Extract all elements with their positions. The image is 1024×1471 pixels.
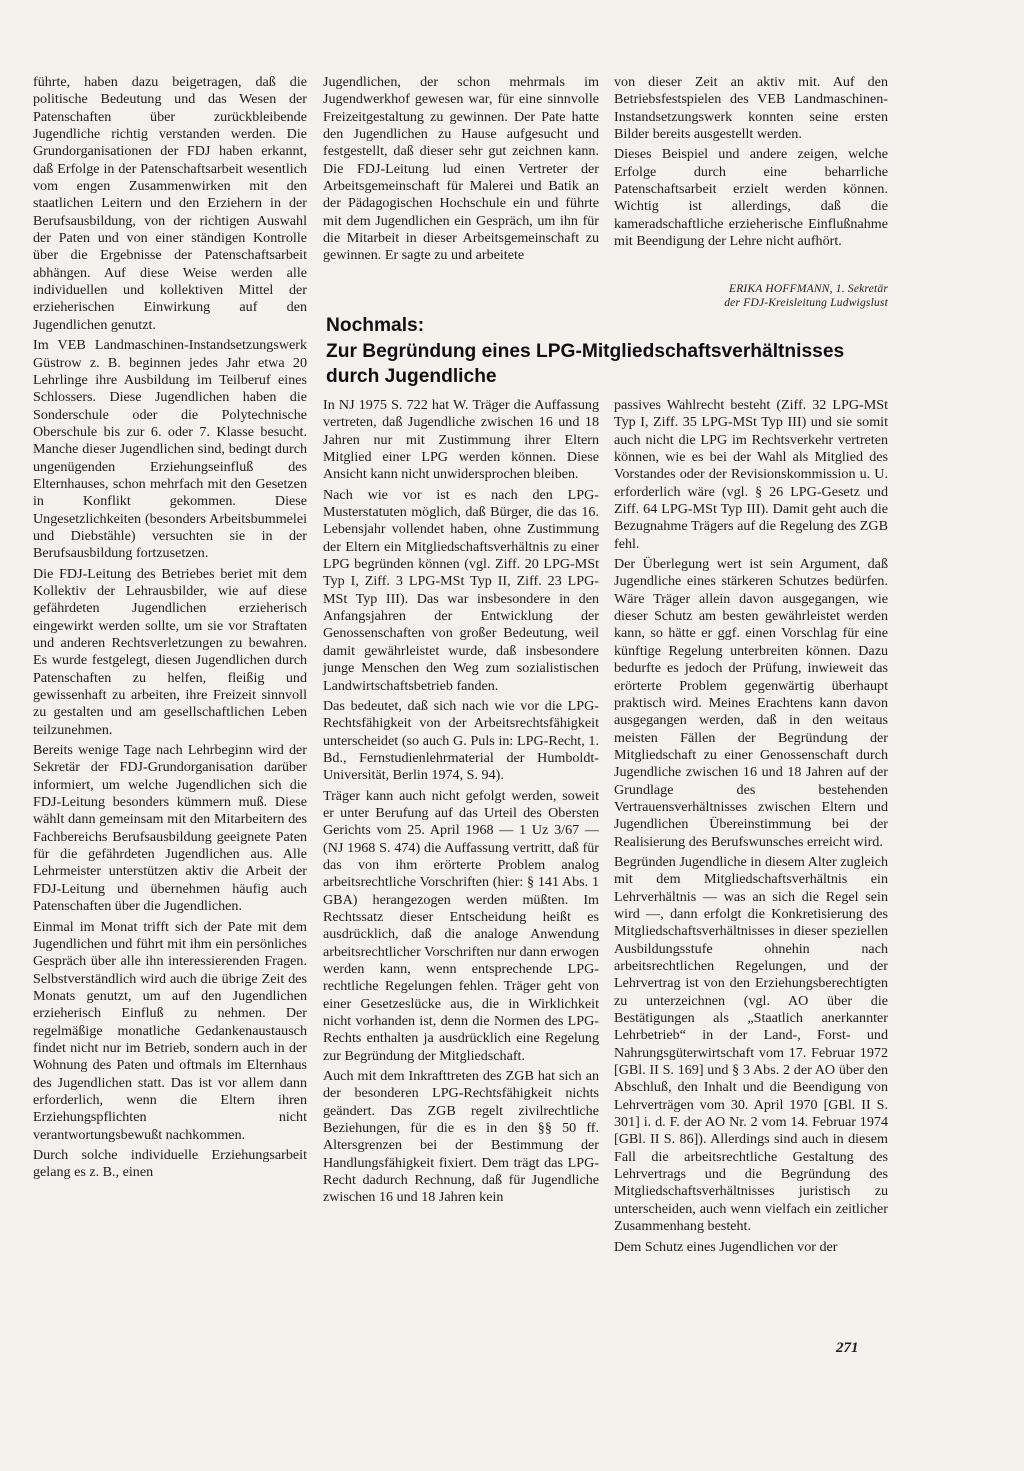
paragraph: Dieses Beispiel und andere zeigen, welche Erfolge durch eine beharrliche Patenschaftsarbeit erzielt werden können. Wichtig ist allerdings, daß die kameradschaftliche erzieherische Einflußnahme mit Beendigung der Lehre nicht aufhört. [614, 146, 888, 250]
paragraph: Begründen Jugendliche in diesem Alter zugleich mit dem Mitgliedschaftsverhältnis ein Lehrverhältnis — was an sich die Regel sein wird —, dann erfolgt die Konkretisierung des Mitgliedschaftsverhältnisses in dieser speziellen Ausbildungsstufe ohnehin nach arbeitsrechtlichen Regelungen, und der Lehrvertrag ist von den Erziehungsberechtigten zu unterzeichnen (vgl. AO über die Bestätigungen als „Staatlich anerkannter Lehrbetrieb“ in der Land-, Forst- und Nahrungsgüterwirtschaft vom 17. Februar 1972 [GBl. II S. 169] und § 3 Abs. 2 der AO über den Abschluß, den Inhalt und die Beendigung von Lehrverträgen vom 30. April 1970 [GBl. II S. 301] i. d. F. der AO Nr. 2 vom 14. Februar 1974 [GBl. II S. 86]). Allerdings sind auch in diesem Fall die arbeitsrechtliche Gestaltung des Lehrvertrags und die Begründung des Mitgliedschaftsverhältnisses juristisch zu unterscheiden, auch wenn vielfach ein zeitlicher Zusammenhang besteht. [614, 853, 888, 1235]
paragraph: Auch mit dem Inkrafttreten des ZGB hat sich an der besonderen LPG-Rechtsfähigkeit nichts geändert. Das ZGB regelt zivilrechtliche Beziehungen, für die es in den §§ 50 ff. Altersgrenzen bei der Bestimmung der Handlungsfähigkeit fixiert. Dem trägt das LPG-Recht dadurch Rechnung, daß für Jugendliche zwischen 16 und 18 Jahren kein [323, 1068, 599, 1206]
paragraph: Durch solche individuelle Erziehungsarbeit gelang es z. B., einen [33, 1146, 307, 1181]
paragraph: Jugendlichen, der schon mehrmals im Jugendwerkhof gewesen war, für eine sinnvolle Freizeitgestaltung zu gewinnen. Der Pate hatte den Jugendlichen zu Hause aufgesucht und festgestellt, daß dieser sehr gut zeichnen kann. Die FDJ-Leitung lud einen Vertreter der Arbeitsgemeinschaft für Malerei und Batik an der Pädagogischen Hochschule ein und führte mit dem Jugendlichen ein Gespräch, um ihn für die Mitarbeit in dieser Arbeitsgemeinschaft zu gewinnen. Er sagte zu und arbeitete [323, 74, 599, 264]
column-e [614, 397, 888, 1259]
heading-line-2: Zur Begründung eines LPG-Mitgliedschaftsverhältnisses [326, 340, 845, 362]
paragraph: von dieser Zeit an aktiv mit. Auf den Betriebsfestspielen des VEB Landmaschinen-Instandsetzungswerk konnten seine ersten Bilder bereits ausgestellt werden. [614, 74, 888, 143]
column-b [323, 74, 599, 268]
paragraph: Im VEB Landmaschinen-Instandsetzungswerk Güstrow z. B. beginnen jedes Jahr etwa 20 Lehrlinge ihre Ausbildung im Teilberuf eines Schlossers. Diese Jugendlichen haben die Sonderschule oder die Polytechnische Oberschule bis zur 6. oder 7. Klasse besucht. Manche dieser Jugendlichen sind, bedingt durch ungenügenden Erziehungseinfluß des Elternhauses, schon mehrfach mit den Gesetzen in Konflikt gekommen. Diese Ungesetzlichkeiten (besonders Arbeitsbummelei und Diebstähle) versuchten sie in der Berufsausbildung fortzusetzen. [33, 337, 307, 562]
paragraph: Bereits wenige Tage nach Lehrbeginn wird der Sekretär der FDJ-Grundorganisation darüber informiert, um welche Jugendlichen sich die FDJ-Leitung besonders kümmern muß. Diese wählt dann gemeinsam mit den Mitarbeitern des Fachbereichs Berufsausbildung geeignete Paten für die gefährdeten Jugendlichen aus. Alle Lehrmeister unterstützen aktiv die Arbeit der FDJ-Leitung und übernehmen häufig auch Patenschaften über die Jugendlichen. [33, 742, 307, 915]
heading-line-3: durch Jugendliche [326, 366, 497, 387]
paragraph: Das bedeutet, daß sich nach wie vor die LPG-Rechtsfähigkeit von der Arbeitsrechtsfähigkeit unterscheidet (so auch G. Puls in: LPG-Recht, 1. Bd., Fernstudienlehrmaterial der Humboldt-Universität, Berlin 1974, S. 94). [323, 697, 599, 784]
paragraph: Nach wie vor ist es nach den LPG-Musterstatuten möglich, daß Bürger, die das 16. Lebensjahr vollendet haben, ohne Zustimmung der Eltern ein Mitgliedschaftsverhältnis zu einer LPG begründen können (vgl. Ziff. 20 LPG-MSt Typ I, Ziff. 3 LPG-MSt Typ II, Ziff. 23 LPG-MSt Typ III). Das war insbesondere in den Anfangsjahren der Entwicklung der Genossenschaften von großer Bedeutung, weil damit gewährleistet wurde, daß insbesondere junge Menschen den Weg zum sozialistischen Landwirtschaftsbetrieb fanden. [323, 486, 599, 694]
paragraph: In NJ 1975 S. 722 hat W. Träger die Auffassung vertreten, daß Jugendliche zwischen 16 und 18 Jahren nur mit Zustimmung ihrer Eltern Mitglied einer LPG werden können. Diese Ansicht kann nicht unwidersprochen bleiben. [323, 397, 599, 483]
paragraph: Träger kann auch nicht gefolgt werden, soweit er unter Berufung auf das Urteil des Obersten Gerichts vom 25. April 1968 — 1 Uz 3/67 — (NJ 1968 S. 474) die Auffassung vertritt, daß für das von ihm erörterte Problem analog arbeitsrechtliche Vorschriften (hier: § 141 Abs. 1 GBA) herangezogen werden müßten. Im Rechtssatz dieser Entscheidung heißt es ausdrücklich, daß die analoge Anwendung arbeitsrechtlicher Vorschriften nur dann erwogen werden kann, wenn entsprechende LPG-rechtliche Regelungen fehlen. Träger geht von einer Gesetzeslücke aus, die in Wirklichkeit nicht vorhanden ist, denn die Normen des LPG-Rechts enthalten ja ausdrücklich eine Regelung zur Begründung der Mitgliedschaft. [323, 787, 599, 1064]
paragraph: führte, haben dazu beigetragen, daß die politische Bedeutung und das Wesen der Patenschaften über zurückbleibende Jugendliche richtig verstanden werden. Die Grundorganisationen der FDJ haben erkannt, daß Erfolge in der Patenschaftsarbeit wesentlich vom engen Zusammenwirken mit den staatlichen Leitern und den Erziehern in der Berufsausbildung, von der richtigen Auswahl der Paten und von einer ständigen Kontrolle über die Ergebnisse der Patenschaftsarbeit abhängen. Auf diese Weise werden alle individuellen und kollektiven Mittel der erzieherischen Einwirkung auf den Jugendlichen genutzt. [33, 74, 307, 333]
paragraph: passives Wahlrecht besteht (Ziff. 32 LPG-MSt Typ I, Ziff. 35 LPG-MSt Typ III) und sie somit auch nicht die LPG im Rechtsverkehr vertreten können, wie es bei der Wahl als Mitglied des Vorstandes oder der Revisionskommission u. U. erforderlich wäre (vgl. § 26 LPG-Gesetz und Ziff. 64 LPG-MSt Typ III). Damit geht auch die Bezugnahme Trägers auf die Regelung des ZGB fehl. [614, 397, 888, 552]
article-heading [326, 313, 896, 390]
page-number: 271 [836, 1340, 859, 1356]
column-a [33, 74, 307, 1185]
heading-line-1: Nochmals: [326, 315, 425, 336]
signature-line-2: der FDJ-Kreisleitung Ludwigslust [724, 297, 888, 309]
column-c [614, 74, 888, 253]
column-d [323, 397, 599, 1210]
paragraph: Der Überlegung wert ist sein Argument, daß Jugendliche eines stärkeren Schutzes bedürfen. Wäre Träger allein davon ausgegangen, wie dieser Schutz am besten gewährleistet werden kann, so hätte er ggf. einen Vorschlag für eine künftige Regelung unterbreiten können. Dazu bedurfte es jedoch der Prüfung, inwieweit das erörterte Problem gegenwärtig überhaupt praktisch wird. Meines Erachtens kann davon ausgegangen werden, daß in den weitaus meisten Fällen der Begründung der Mitgliedschaft zu einer Genossenschaft durch Jugendliche zwischen 16 und 18 Jahren auf der Grundlage des bestehenden Vertrauensverhältnisses zwischen Eltern und Jugendlichen Übereinstimmung bei der Realisierung des Berufswunsches erreicht wird. [614, 556, 888, 850]
signature-line-1: ERIKA HOFFMANN, 1. Sekretär [728, 283, 888, 295]
paragraph: Einmal im Monat trifft sich der Pate mit dem Jugendlichen und führt mit ihm ein persönliches Gespräch über alle ihn interessierenden Fragen. Selbstverständlich wird auch die übrige Zeit des Monats genutzt, um auf den Jugendlichen erzieherisch Einfluß zu nehmen. Der regelmäßige monatliche Gedankenaustausch findet nicht nur im Betrieb, sondern auch in der Wohnung des Paten und oftmals im Elternhaus des Jugendlichen statt. Das ist vor allem dann erforderlich, wenn die Eltern ihren Erziehungspflichten nicht verantwortungsbewußt nachkommen. [33, 918, 307, 1143]
paragraph: Dem Schutz eines Jugendlichen vor der [614, 1238, 838, 1255]
paragraph: Die FDJ-Leitung des Betriebes beriet mit dem Kollektiv der Lehrausbilder, wie auf diese gefährdeten Jugendlichen erzieherisch eingewirkt werden sollte, um sie vor Straftaten und anderen Rechtsverletzungen zu bewahren. Es wurde festgelegt, diesen Jugendlichen durch Patenschaften zu helfen, fleißig und gewissenhaft zu arbeiten, ihre Freizeit sinnvoll zu gestalten und am gesellschaftlichen Leben teilzunehmen. [33, 565, 307, 738]
author-signature [614, 282, 888, 310]
